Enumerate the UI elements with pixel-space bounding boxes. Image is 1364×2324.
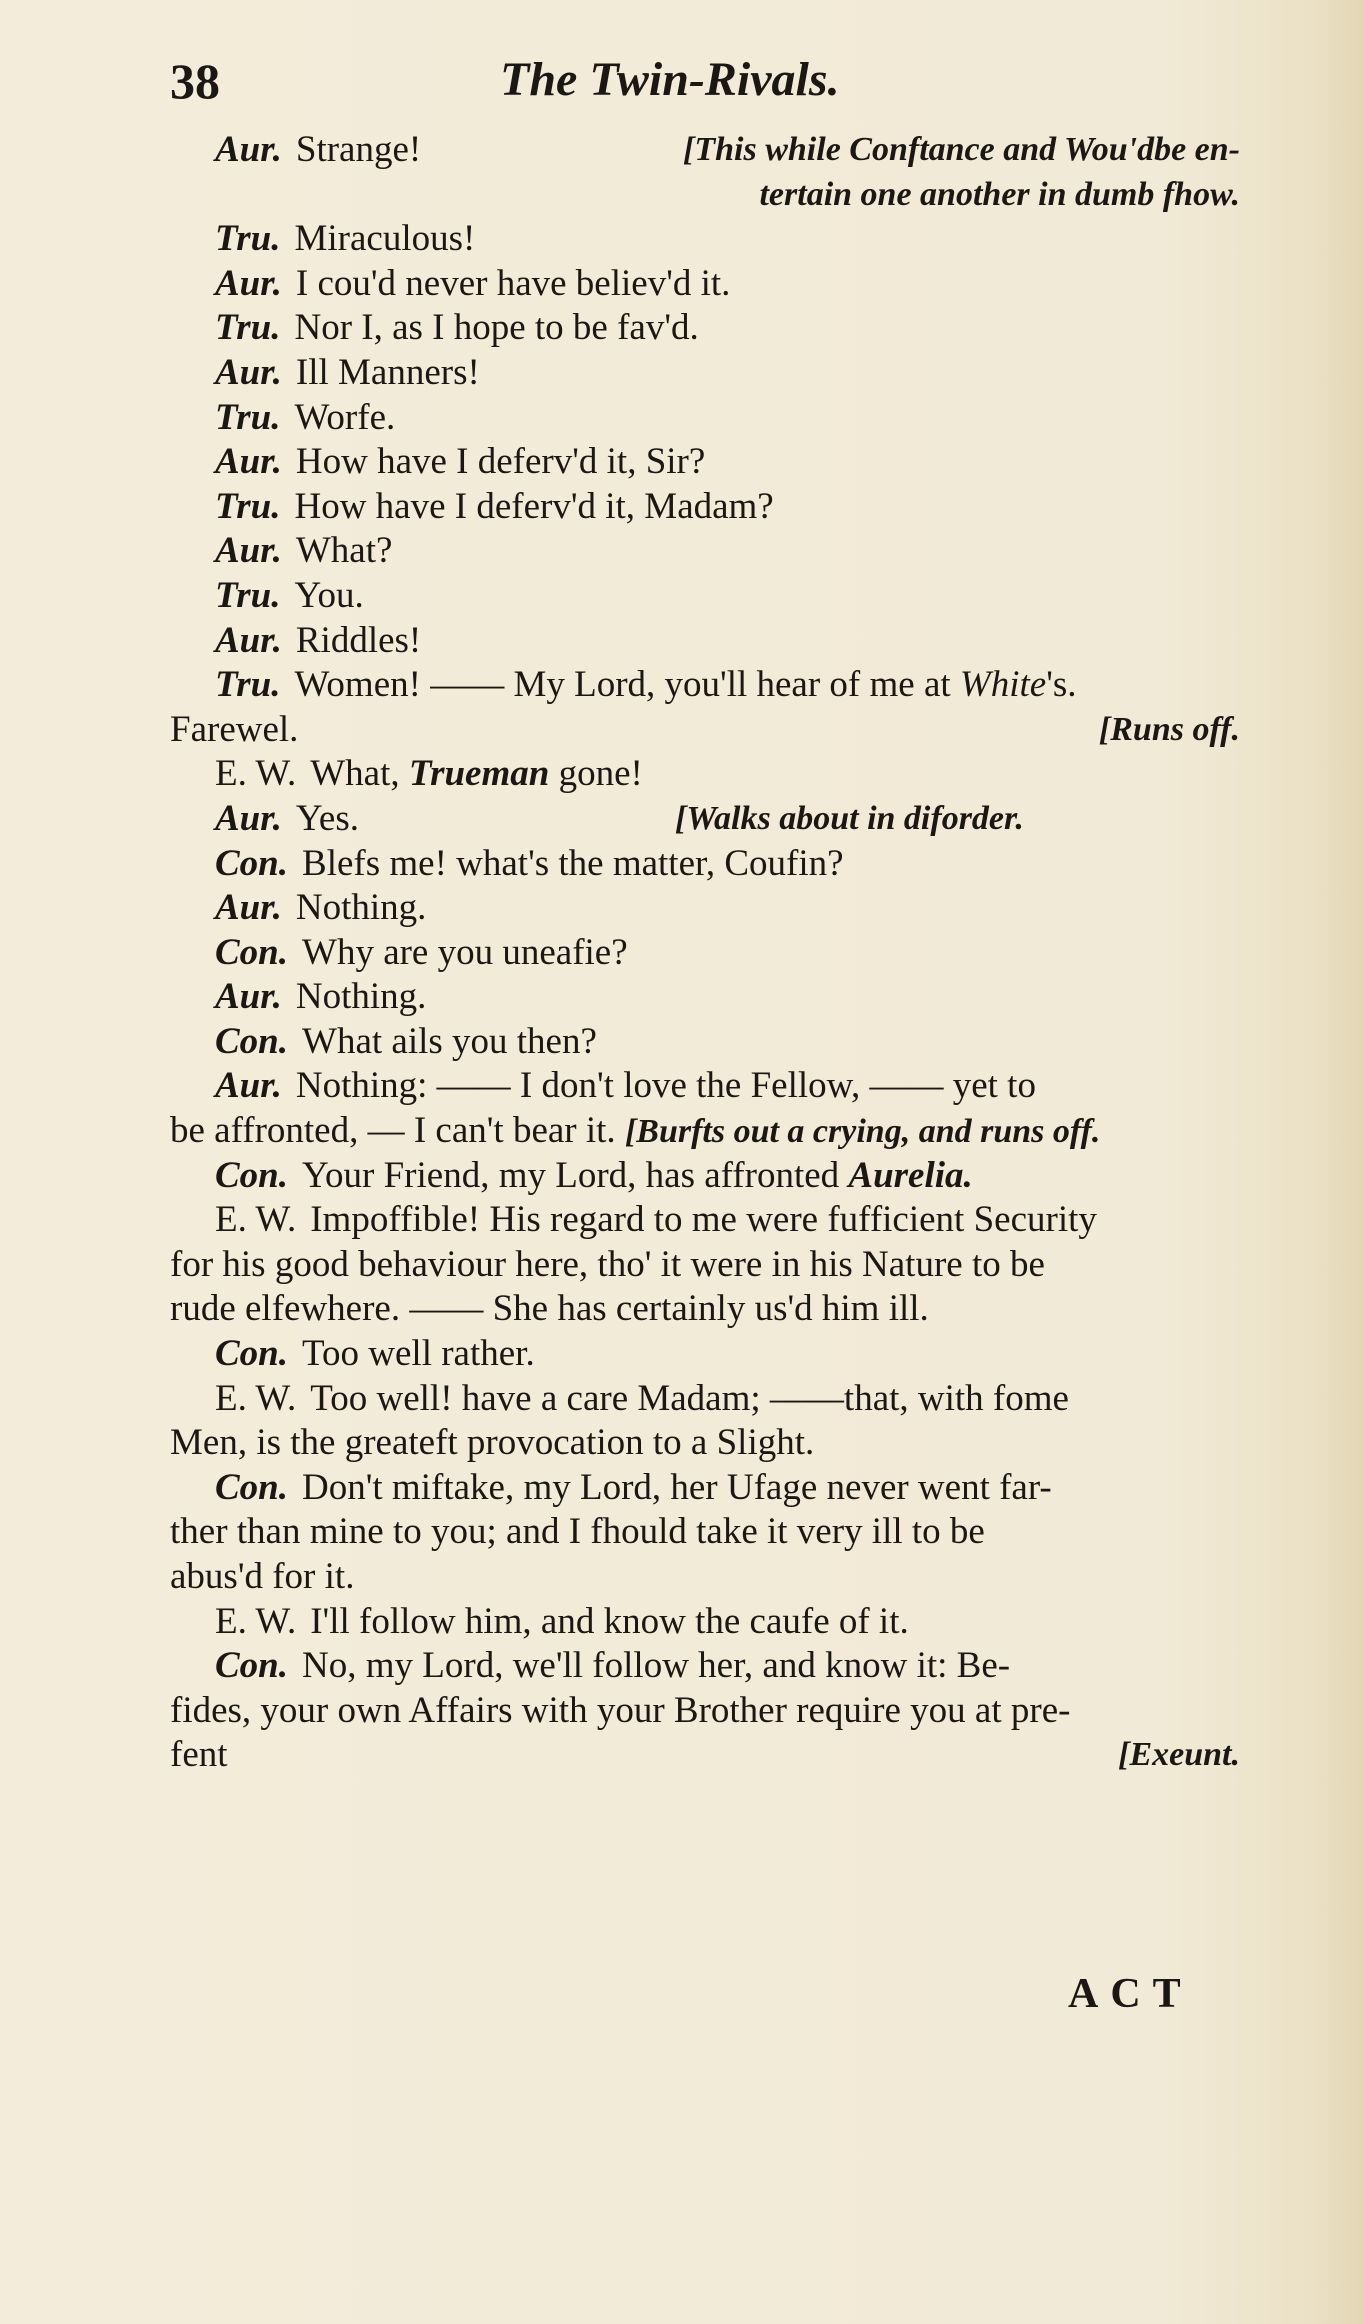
stage-direction: tertain one another in dumb fhow. xyxy=(759,175,1240,213)
speech: No, my Lord, we'll follow her, and know it: Be- xyxy=(302,1645,1011,1687)
stage-direction: [This while Conftance and Wou'dbe en- xyxy=(683,131,1240,168)
text-line xyxy=(170,217,1240,262)
speech: Miraculous! xyxy=(294,218,476,260)
text-line xyxy=(170,351,1240,396)
speech: Blefs me! what's the matter, Coufin? xyxy=(302,842,844,884)
speech-italic: White xyxy=(959,664,1047,706)
speech: Nor I, as I hope to be fav'd. xyxy=(294,307,699,349)
text-line xyxy=(170,1689,1240,1734)
speech: Riddles! xyxy=(295,619,422,661)
text-line xyxy=(170,1287,1240,1332)
text-line xyxy=(170,440,1240,485)
text-line xyxy=(170,1154,1240,1199)
speaker: Aur. xyxy=(215,619,282,661)
speech-italic: Aurelia. xyxy=(848,1154,973,1196)
speaker: E. W. xyxy=(215,753,297,795)
play-text xyxy=(170,128,1240,1778)
speech: Why are you uneafie? xyxy=(302,931,628,973)
speech: for his good behaviour here, tho' it were in his Nature to be xyxy=(170,1243,1045,1285)
speech: abus'd for it. xyxy=(170,1556,355,1597)
text-line xyxy=(170,173,1240,218)
text-line xyxy=(170,1198,1240,1243)
speaker: Tru. xyxy=(215,307,281,349)
speaker: Aur. xyxy=(215,797,282,839)
text-line xyxy=(170,485,1240,530)
text-line xyxy=(170,1510,1240,1555)
speech: fides, your own Affairs with your Brother require you at pre- xyxy=(170,1689,1071,1731)
text-line xyxy=(170,619,1240,664)
stage-direction: [Runs off. xyxy=(1098,710,1240,748)
text-line xyxy=(170,1064,1240,1109)
speaker: Aur. xyxy=(215,1065,282,1107)
text-line xyxy=(170,1109,1240,1154)
text-line xyxy=(170,931,1240,976)
speech: How have I deferv'd it, Madam? xyxy=(294,485,774,527)
text-line xyxy=(170,663,1240,708)
speaker: Aur. xyxy=(215,976,282,1018)
speech: fent xyxy=(170,1734,228,1776)
speech: What ails you then? xyxy=(302,1020,597,1062)
speaker: Tru. xyxy=(215,396,281,438)
speech: Too well! have a care Madam; ——that, with fome xyxy=(310,1377,1069,1419)
text-line xyxy=(170,1555,1240,1600)
speech: You. xyxy=(294,574,364,616)
text-line xyxy=(170,842,1240,887)
speech: Nothing. xyxy=(295,887,427,929)
running-title: The Twin-Rivals. xyxy=(500,53,840,106)
speech: rude elfewhere. —— She has certainly us'd him ill. xyxy=(170,1288,929,1330)
text-line xyxy=(170,1421,1240,1466)
stage-direction: [Burfts out a crying, and runs off. xyxy=(624,1113,1101,1151)
text-line xyxy=(170,262,1240,307)
text-line xyxy=(170,1733,1240,1778)
stage-direction: [Exeunt. xyxy=(1118,1736,1240,1774)
text-line xyxy=(170,975,1240,1020)
speech: Yes. xyxy=(295,797,359,839)
speaker: Aur. xyxy=(215,129,282,170)
speech: Women! —— My Lord, you'll hear of me at xyxy=(294,664,960,706)
speech: be affronted, — I can't bear it. xyxy=(170,1110,625,1152)
speech: What? xyxy=(295,530,393,572)
speaker: Tru. xyxy=(215,485,281,527)
speech-end: 's. xyxy=(1046,664,1077,706)
text-line xyxy=(170,708,1240,753)
speech: Too well rather. xyxy=(302,1333,535,1375)
speaker: E. W. xyxy=(215,1600,297,1642)
speaker: Con. xyxy=(215,1154,289,1196)
speaker: E. W. xyxy=(215,1199,297,1241)
speaker: Con. xyxy=(215,1466,289,1508)
text-line xyxy=(170,574,1240,619)
text-line xyxy=(170,1600,1240,1645)
speaker: Aur. xyxy=(215,530,282,572)
catchword: ACT xyxy=(1068,1971,1193,2017)
speech: Nothing: —— I don't love the Fellow, —— yet to xyxy=(295,1065,1036,1107)
text-line xyxy=(170,1377,1240,1422)
text-line xyxy=(170,797,1240,842)
speech: I cou'd never have believ'd it. xyxy=(295,262,731,304)
speaker: E. W. xyxy=(215,1377,297,1419)
speech: Impoffible! His regard to me were fufficient Security xyxy=(310,1199,1097,1241)
speech: I'll follow him, and know the caufe of it. xyxy=(310,1600,909,1642)
text-line xyxy=(170,529,1240,574)
speech: Don't miftake, my Lord, her Ufage never went far- xyxy=(302,1466,1052,1508)
speaker: Con. xyxy=(215,1645,289,1687)
speech: Worfe. xyxy=(294,396,396,438)
speaker: Aur. xyxy=(215,351,282,393)
text-line xyxy=(170,1243,1240,1288)
speech-end: gone! xyxy=(549,753,643,795)
text-line xyxy=(170,396,1240,441)
text-line xyxy=(170,128,1240,173)
text-line xyxy=(170,752,1240,797)
stage-direction: [Walks about in diforder. xyxy=(675,799,1024,837)
text-line xyxy=(170,1332,1240,1377)
speech-italic: Trueman xyxy=(408,753,550,795)
speaker: Con. xyxy=(215,842,289,884)
speech: Men, is the greateft provocation to a Slight. xyxy=(170,1422,815,1464)
speaker: Tru. xyxy=(215,664,281,706)
speech: Ill Manners! xyxy=(295,351,480,393)
text-line xyxy=(170,1020,1240,1065)
text-line xyxy=(170,886,1240,931)
speaker: Tru. xyxy=(215,218,281,260)
text-line xyxy=(170,1644,1240,1689)
text-line xyxy=(170,306,1240,351)
speech: What, xyxy=(310,753,409,795)
speaker: Aur. xyxy=(215,887,282,929)
speech: ther than mine to you; and I fhould take it very ill to be xyxy=(170,1511,985,1553)
speaker: Aur. xyxy=(215,262,282,304)
speaker: Con. xyxy=(215,1020,289,1062)
speaker: Con. xyxy=(215,931,289,973)
speaker: Con. xyxy=(215,1333,289,1375)
speech: Your Friend, my Lord, has affronted xyxy=(302,1154,849,1196)
speaker: Aur. xyxy=(215,441,282,483)
speaker: Tru. xyxy=(215,574,281,616)
speech: Farewel. xyxy=(170,708,299,750)
speech: Nothing. xyxy=(295,976,427,1018)
text-line xyxy=(170,1466,1240,1511)
speech: How have I deferv'd it, Sir? xyxy=(295,441,706,483)
speech: Strange! xyxy=(295,129,422,170)
page-number: 38 xyxy=(170,53,220,109)
page-header xyxy=(170,52,1270,112)
